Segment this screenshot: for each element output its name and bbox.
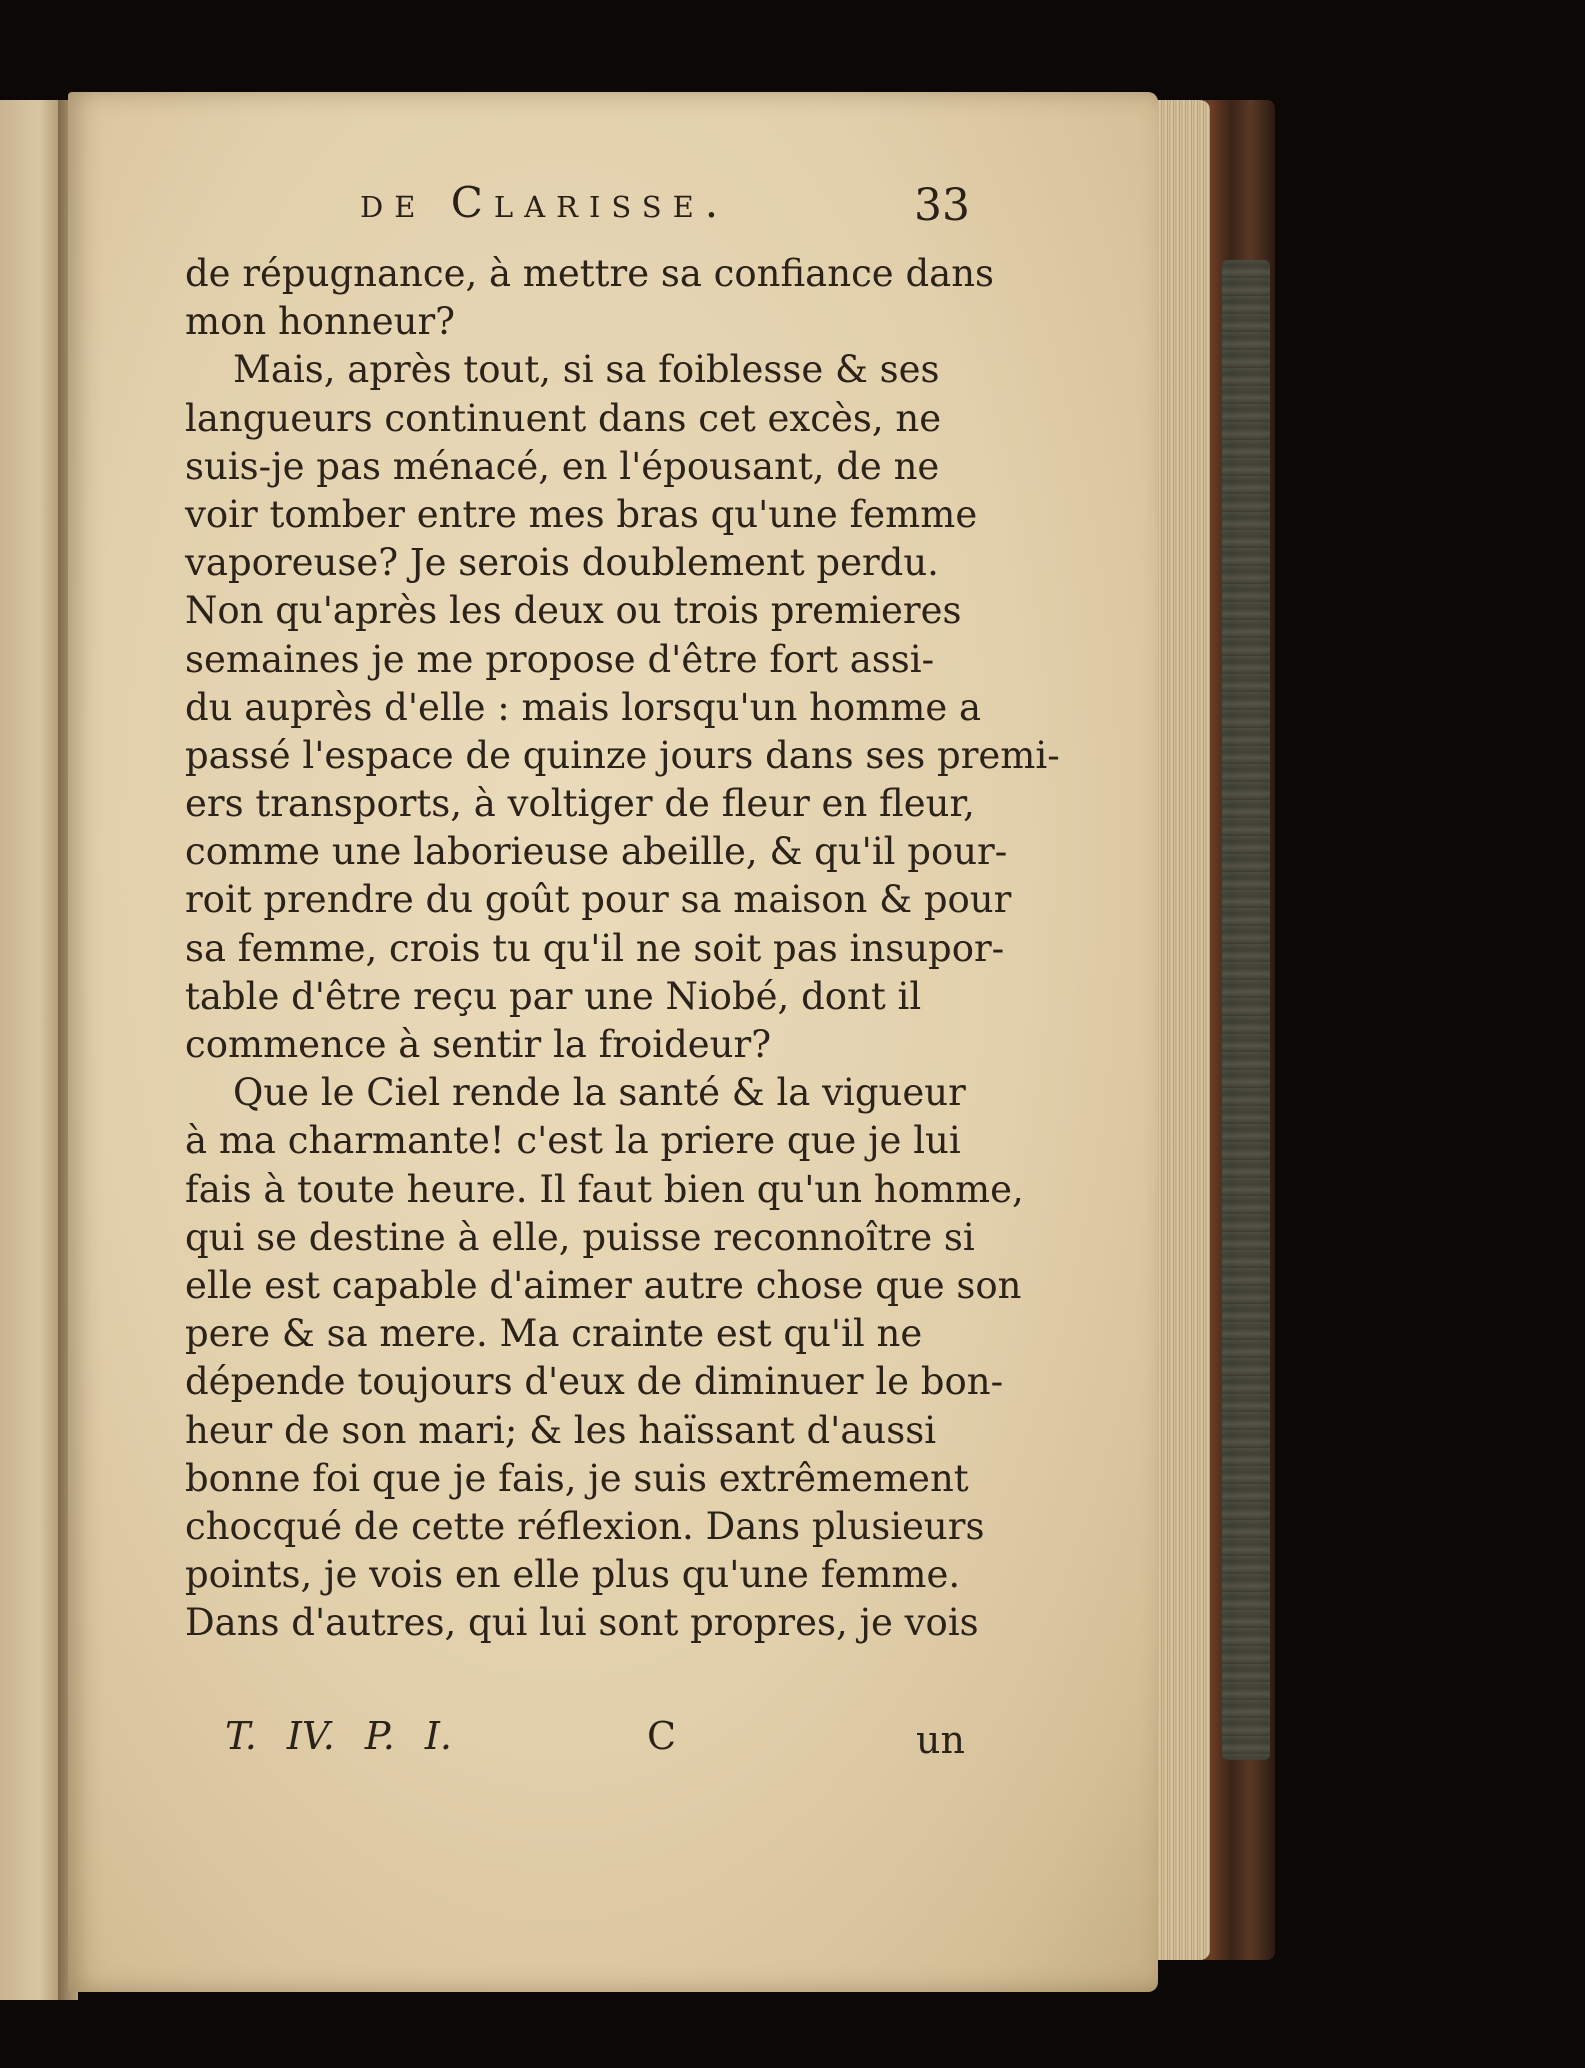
text-line: voir tomber entre mes bras qu'une femme xyxy=(185,492,978,536)
text-line: table d'être reçu par une Niobé, dont il xyxy=(185,974,922,1018)
gathering-mark: C xyxy=(647,1714,677,1758)
catchword: un xyxy=(916,1718,965,1762)
page-header xyxy=(360,178,1000,238)
text-line: Non qu'après les deux ou trois premieres xyxy=(185,589,962,633)
left-facing-page-edge xyxy=(0,100,65,2000)
page-footer xyxy=(185,1714,975,1774)
page-edges xyxy=(1150,100,1210,1960)
text-line: points, je vois en elle plus qu'une femme. xyxy=(185,1553,961,1597)
paragraph-start-line: Mais, après tout, si sa foiblesse & ses xyxy=(233,348,940,392)
page-number: 33 xyxy=(914,180,970,231)
text-line: pere & sa mere. Ma crainte est qu'il ne xyxy=(185,1312,923,1356)
text-line: ers transports, à voltiger de fleur en fleur, xyxy=(185,782,975,826)
text-line: semaines je me propose d'être fort assi- xyxy=(185,637,935,681)
text-line: commence à sentir la froideur? xyxy=(185,1023,772,1066)
text-line: bonne foi que je fais, je suis extrêmement xyxy=(185,1456,969,1500)
text-line: Dans d'autres, qui lui sont propres, je vois xyxy=(185,1601,979,1645)
text-line: roit prendre du goût pour sa maison & pour xyxy=(185,878,1012,922)
text-line: heur de son mari; & les haïssant d'aussi xyxy=(185,1408,937,1452)
text-line: de répugnance, à mettre sa confiance dans xyxy=(185,252,995,295)
text-line: fais à toute heure. Il faut bien qu'un homme, xyxy=(185,1167,1024,1211)
text-line: comme une laborieuse abeille, & qu'il pour- xyxy=(185,830,1008,874)
text-line: à ma charmante! c'est la priere que je lui xyxy=(185,1119,961,1163)
body-text xyxy=(185,250,1060,1647)
text-line: dépende toujours d'eux de diminuer le bon- xyxy=(185,1360,1004,1404)
text-line: sa femme, crois tu qu'il ne soit pas insupor- xyxy=(185,926,1005,970)
text-line: elle est capable d'aimer autre chose que son xyxy=(185,1263,1022,1307)
paragraph-start-line: Que le Ciel rende la santé & la vigueur xyxy=(233,1071,966,1115)
text-line: chocqué de cette réflexion. Dans plusieurs xyxy=(185,1504,985,1548)
text-line: passé l'espace de quinze jours dans ses premi- xyxy=(185,733,1060,777)
text-line: langueurs continuent dans cet excès, ne xyxy=(185,396,942,440)
running-title: de Clarisse. xyxy=(360,178,730,227)
text-line: du auprès d'elle : mais lorsqu'un homme a xyxy=(185,685,982,729)
text-line: mon honneur? xyxy=(185,300,455,344)
volume-signature: T. IV. P. I. xyxy=(225,1714,453,1758)
text-line: suis-je pas ménacé, en l'épousant, de ne xyxy=(185,444,940,488)
text-line: vaporeuse? Je serois doublement perdu. xyxy=(185,541,939,585)
binding-marbled-cover xyxy=(1222,260,1270,1760)
text-line: qui se destine à elle, puisse reconnoître si xyxy=(185,1215,975,1259)
